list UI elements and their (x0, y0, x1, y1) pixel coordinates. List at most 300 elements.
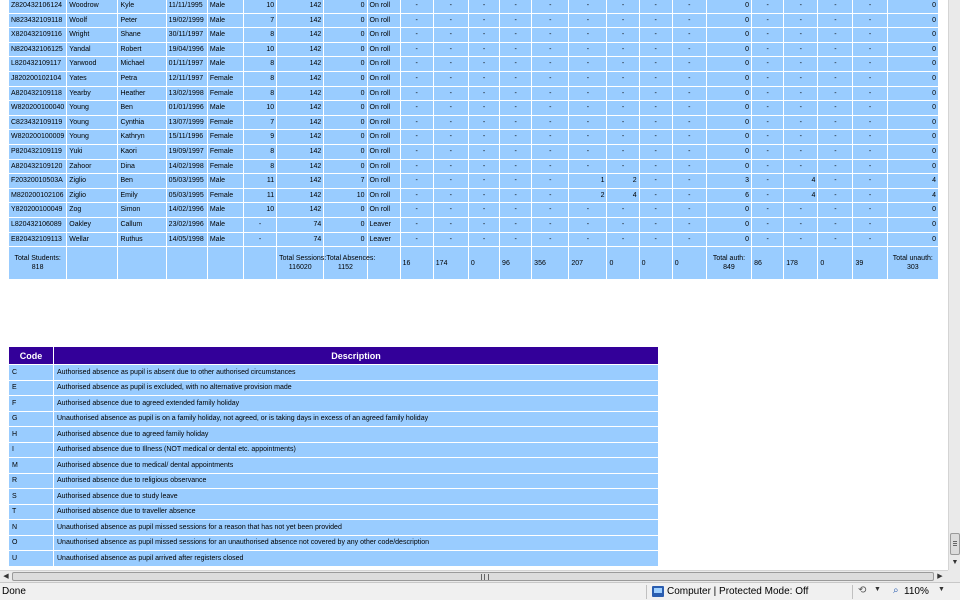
total-code-cell-text: 174 (435, 259, 448, 267)
absences-cell: 0 (324, 14, 366, 28)
status-cell: On roll (368, 14, 400, 28)
absence-count-cell: 0 (707, 130, 751, 144)
absence-count-cell: 0 (888, 14, 938, 28)
code-cell: R (9, 474, 53, 489)
total-code-cell-text: 356 (534, 259, 546, 267)
absence-count-cell: - (673, 28, 706, 42)
absences-cell: 0 (324, 0, 366, 13)
total-auth-cell (707, 247, 751, 279)
table-row (9, 189, 938, 203)
absence-count-cell: - (569, 0, 606, 13)
absence-count-cell: - (469, 116, 499, 130)
dob-cell: 01/01/1996 (167, 101, 207, 115)
dob-cell: 14/05/1998 (167, 233, 207, 247)
student-id-cell: W820200100040 (9, 101, 66, 115)
scroll-down-arrow-icon[interactable]: ▼ (951, 559, 959, 566)
year-cell: 8 (244, 145, 276, 159)
total-code-cell-text: 0 (674, 259, 679, 267)
forename-cell: Peter (118, 14, 165, 28)
absence-count-cell: - (434, 101, 468, 115)
absence-count-cell: - (784, 72, 817, 86)
absence-count-cell: 0 (888, 0, 938, 13)
absence-count-cell: - (434, 145, 468, 159)
absence-count-cell: - (500, 28, 531, 42)
status-cell: On roll (368, 174, 400, 188)
absence-count-cell: - (752, 189, 783, 203)
absence-count-cell: 0 (888, 28, 938, 42)
absence-count-cell: - (500, 14, 531, 28)
absence-count-cell: 4 (784, 174, 817, 188)
forename-cell: Simon (118, 203, 165, 217)
code-row (9, 365, 658, 380)
absence-count-cell: - (853, 218, 886, 232)
absence-count-cell: - (853, 72, 886, 86)
table-row (9, 174, 938, 188)
year-cell: 9 (244, 130, 276, 144)
code-row (9, 427, 658, 442)
absences-cell: 0 (324, 233, 366, 247)
total-absences-cell-text: Total Absences: (326, 255, 376, 263)
total-unauth-cell-text: 303 (906, 264, 919, 272)
absence-count-cell: - (500, 101, 531, 115)
absence-count-cell: - (401, 14, 433, 28)
surname-cell: Yuki (67, 145, 117, 159)
status-text: Done (2, 586, 26, 597)
forename-cell: Kathryn (118, 130, 165, 144)
absence-count-cell: - (434, 130, 468, 144)
absences-cell: 10 (324, 189, 366, 203)
absence-count-cell: - (853, 28, 886, 42)
absence-count-cell: - (818, 28, 852, 42)
absence-count-cell: - (818, 233, 852, 247)
absence-count-cell: - (752, 28, 783, 42)
absence-count-cell: - (401, 87, 433, 101)
absence-count-cell: - (818, 174, 852, 188)
sessions-cell: 142 (277, 130, 323, 144)
total-code-cell (752, 247, 783, 279)
table-row (9, 233, 938, 247)
absence-count-cell: - (640, 130, 672, 144)
description-cell: Authorised absence due to Illness (NOT medical or dental etc. appointments) (54, 443, 658, 458)
empty-cell (368, 247, 400, 279)
absence-count-cell: - (673, 14, 706, 28)
computer-zone-icon[interactable] (652, 586, 664, 597)
vertical-scrollbar[interactable] (948, 0, 960, 570)
absence-count-cell: - (673, 101, 706, 115)
code-row (9, 458, 658, 473)
absence-count-cell: - (401, 145, 433, 159)
absence-count-cell: - (401, 233, 433, 247)
absence-count-cell: - (607, 57, 638, 71)
absence-count-cell: - (401, 189, 433, 203)
absence-count-cell: - (673, 145, 706, 159)
absence-count-cell: - (469, 233, 499, 247)
gender-cell: Male (208, 101, 243, 115)
forename-cell: Kaori (118, 145, 165, 159)
absence-count-cell: - (673, 174, 706, 188)
absence-count-cell: - (752, 145, 783, 159)
absence-count-cell: - (640, 87, 672, 101)
absence-count-cell: 6 (707, 189, 751, 203)
student-id-cell: N820432106125 (9, 43, 66, 57)
dob-cell: 05/03/1995 (167, 189, 207, 203)
dob-cell: 14/02/1996 (167, 203, 207, 217)
forename-cell: Ben (118, 101, 165, 115)
absence-count-cell: 0 (888, 101, 938, 115)
gender-cell: Female (208, 72, 243, 86)
absences-cell: 0 (324, 43, 366, 57)
dob-cell: 13/02/1998 (167, 87, 207, 101)
absence-count-cell: - (784, 28, 817, 42)
absence-count-cell: - (500, 233, 531, 247)
absence-count-cell: - (500, 145, 531, 159)
total-absences-cell-text: 1152 (337, 264, 353, 272)
absence-count-cell: - (607, 43, 638, 57)
code-cell: I (9, 443, 53, 458)
horizontal-scroll-thumb[interactable] (12, 572, 934, 581)
absence-count-cell: - (818, 72, 852, 86)
absence-count-cell: 4 (607, 189, 638, 203)
student-id-cell: J820200102104 (9, 72, 66, 86)
forename-cell: Robert (118, 43, 165, 57)
absence-count-cell: - (607, 233, 638, 247)
absence-count-cell: - (853, 160, 886, 174)
code-row (9, 474, 658, 489)
status-cell: On roll (368, 130, 400, 144)
absence-count-cell: - (673, 218, 706, 232)
status-cell: On roll (368, 101, 400, 115)
absence-count-cell: - (500, 203, 531, 217)
status-cell: On roll (368, 0, 400, 13)
absence-count-cell: - (640, 218, 672, 232)
code-row (9, 489, 658, 504)
absence-count-cell: - (818, 130, 852, 144)
total-code-cell (673, 247, 706, 279)
absence-count-cell: - (640, 0, 672, 13)
gender-cell: Male (208, 218, 243, 232)
year-cell: 11 (244, 174, 276, 188)
absences-cell: 0 (324, 116, 366, 130)
code-row (9, 551, 658, 566)
absence-count-cell: 0 (888, 43, 938, 57)
absence-count-cell: - (532, 218, 568, 232)
absence-count-cell: 0 (888, 57, 938, 71)
gender-cell: Male (208, 28, 243, 42)
gender-cell: Male (208, 57, 243, 71)
code-row (9, 443, 658, 458)
absence-count-cell: - (434, 116, 468, 130)
absence-count-cell: - (673, 57, 706, 71)
student-id-cell: P820432109119 (9, 145, 66, 159)
absence-count-cell: - (401, 101, 433, 115)
year-cell: 10 (244, 43, 276, 57)
total-code-cell (853, 247, 886, 279)
sessions-cell: 142 (277, 189, 323, 203)
absence-count-cell: 0 (707, 160, 751, 174)
zoom-icon[interactable]: ⌕ (893, 585, 899, 596)
absence-count-cell: - (434, 28, 468, 42)
sessions-cell: 142 (277, 174, 323, 188)
student-id-cell: L820432106089 (9, 218, 66, 232)
absence-count-cell: - (673, 189, 706, 203)
dob-cell: 12/11/1997 (167, 72, 207, 86)
surname-cell: Young (67, 101, 117, 115)
sessions-cell: 142 (277, 87, 323, 101)
absence-count-cell: - (607, 160, 638, 174)
absence-count-cell: - (434, 218, 468, 232)
surname-cell: Wright (67, 28, 117, 42)
absence-count-cell: - (569, 87, 606, 101)
scroll-right-arrow-icon[interactable]: ▶ (937, 573, 943, 580)
absence-count-cell: - (640, 28, 672, 42)
description-cell: Authorised absence due to medical/ dental appointments (54, 458, 658, 473)
table-row (9, 14, 938, 28)
absence-count-cell: - (752, 0, 783, 13)
absence-count-cell: - (434, 57, 468, 71)
absences-cell: 0 (324, 28, 366, 42)
code-cell: C (9, 365, 53, 380)
absence-count-cell: 0 (888, 233, 938, 247)
dob-cell: 15/11/1996 (167, 130, 207, 144)
absence-count-cell: - (853, 233, 886, 247)
code-row (9, 381, 658, 396)
status-separator (852, 585, 853, 599)
zoom-level[interactable]: 110% (904, 586, 929, 597)
absence-count-cell: - (853, 43, 886, 57)
sessions-cell: 142 (277, 43, 323, 57)
table-row (9, 145, 938, 159)
absence-count-cell: - (569, 43, 606, 57)
absence-count-cell: 0 (888, 145, 938, 159)
year-cell: 7 (244, 14, 276, 28)
surname-cell: Young (67, 116, 117, 130)
absence-count-cell: - (784, 0, 817, 13)
absence-count-cell: 0 (707, 57, 751, 71)
surname-cell: Zog (67, 203, 117, 217)
absence-count-cell: - (469, 203, 499, 217)
absence-count-cell: - (673, 116, 706, 130)
table-row (9, 0, 938, 13)
absence-count-cell: 4 (888, 174, 938, 188)
absence-count-cell: - (434, 14, 468, 28)
horizontal-scrollbar[interactable] (0, 570, 948, 582)
absence-count-cell: - (569, 145, 606, 159)
status-cell: On roll (368, 160, 400, 174)
absence-count-cell: - (532, 101, 568, 115)
zoom-dropdown-icon[interactable]: ▼ (938, 586, 945, 593)
student-id-cell: Y820200100049 (9, 203, 66, 217)
absence-count-cell: - (640, 116, 672, 130)
absence-count-cell: 2 (607, 174, 638, 188)
absence-count-cell: - (640, 189, 672, 203)
absence-count-cell: - (569, 130, 606, 144)
absence-count-cell: 0 (888, 87, 938, 101)
total-code-cell (532, 247, 568, 279)
gender-cell: Female (208, 189, 243, 203)
student-id-cell: A820432109118 (9, 87, 66, 101)
absence-count-cell: 0 (707, 72, 751, 86)
table-row (9, 72, 938, 86)
forename-cell: Petra (118, 72, 165, 86)
chevron-down-icon[interactable]: ▼ (874, 586, 881, 593)
absence-count-cell: 0 (707, 233, 751, 247)
absence-count-cell: - (752, 160, 783, 174)
student-id-cell: N823432109118 (9, 14, 66, 28)
absence-count-cell: - (853, 203, 886, 217)
absence-count-cell: - (752, 116, 783, 130)
absence-count-cell: - (640, 233, 672, 247)
total-auth-cell-text: 849 (723, 264, 735, 272)
status-cell: On roll (368, 189, 400, 203)
absence-count-cell: - (673, 160, 706, 174)
absence-count-cell: - (569, 28, 606, 42)
absence-count-cell: - (640, 43, 672, 57)
gender-cell: Male (208, 233, 243, 247)
year-cell: 10 (244, 101, 276, 115)
absence-count-cell: - (569, 101, 606, 115)
absence-count-cell: - (818, 101, 852, 115)
year-cell: 8 (244, 160, 276, 174)
absence-count-cell: - (853, 87, 886, 101)
protected-mode-icon[interactable]: ⟲ (858, 585, 867, 596)
absence-count-cell: - (640, 101, 672, 115)
absence-count-cell: - (569, 14, 606, 28)
code-column-header: Code (9, 347, 53, 364)
absence-count-cell: - (569, 218, 606, 232)
absence-count-cell: - (607, 101, 638, 115)
absence-count-cell: - (784, 203, 817, 217)
surname-cell: Yarwood (67, 57, 117, 71)
absence-count-cell: - (853, 116, 886, 130)
gender-cell: Female (208, 130, 243, 144)
code-cell: O (9, 536, 53, 551)
absence-count-cell: - (818, 57, 852, 71)
forename-cell: Heather (118, 87, 165, 101)
absence-count-cell: - (434, 174, 468, 188)
absence-count-cell: - (532, 28, 568, 42)
dob-cell: 19/09/1997 (167, 145, 207, 159)
attendance-table (8, 0, 939, 280)
absence-count-cell: - (401, 218, 433, 232)
absence-count-cell: - (607, 0, 638, 13)
description-cell: Authorised absence due to religious observance (54, 474, 658, 489)
absence-count-cell: - (469, 57, 499, 71)
code-cell: S (9, 489, 53, 504)
absence-count-cell: - (607, 72, 638, 86)
description-column-header: Description (54, 347, 658, 364)
code-row (9, 396, 658, 411)
student-id-cell: X820432109116 (9, 28, 66, 42)
absence-count-cell: 0 (707, 43, 751, 57)
table-row (9, 130, 938, 144)
dob-cell: 30/11/1997 (167, 28, 207, 42)
table-row (9, 43, 938, 57)
absence-count-cell: - (752, 43, 783, 57)
absence-count-cell: - (469, 87, 499, 101)
description-cell: Unauthorised absence as pupil missed sessions for an unauthorised absence not covered by any other code/description (54, 536, 658, 551)
total-students-cell-text: Total Students: (14, 255, 61, 263)
status-bar (0, 582, 960, 600)
absence-count-cell: - (784, 101, 817, 115)
code-row (9, 520, 658, 535)
code-cell: F (9, 396, 53, 411)
total-sessions-cell-text: Total Sessions: (279, 255, 327, 263)
year-cell: 8 (244, 28, 276, 42)
absence-count-cell: - (500, 0, 531, 13)
dob-cell: 19/02/1999 (167, 14, 207, 28)
security-zone-text[interactable]: Computer | Protected Mode: Off (667, 586, 809, 597)
absences-cell: 0 (324, 160, 366, 174)
absence-count-cell: - (434, 0, 468, 13)
absence-count-cell: - (500, 72, 531, 86)
absence-count-cell: 0 (707, 218, 751, 232)
absences-cell: 0 (324, 87, 366, 101)
gender-cell: Male (208, 174, 243, 188)
absence-count-cell: - (640, 160, 672, 174)
absence-count-cell: - (434, 160, 468, 174)
absence-count-cell: - (469, 174, 499, 188)
absence-count-cell: - (469, 14, 499, 28)
total-students-cell (9, 247, 66, 279)
absence-count-cell: - (532, 174, 568, 188)
absence-count-cell: - (752, 72, 783, 86)
absence-count-cell: - (752, 130, 783, 144)
absence-count-cell: 2 (569, 189, 606, 203)
absence-count-cell: - (532, 145, 568, 159)
vertical-scroll-thumb[interactable] (950, 533, 960, 555)
absence-count-cell: - (532, 87, 568, 101)
total-sessions-cell (277, 247, 327, 279)
surname-cell: Ziglio (67, 174, 117, 188)
gender-cell: Male (208, 14, 243, 28)
forename-cell: Ruthus (118, 233, 165, 247)
total-code-cell (569, 247, 606, 279)
gender-cell: Male (208, 0, 243, 13)
status-cell: On roll (368, 72, 400, 86)
absence-count-cell: - (500, 116, 531, 130)
total-code-cell-text: 178 (786, 259, 798, 267)
year-cell: - (244, 218, 276, 232)
code-row (9, 412, 658, 427)
absence-count-cell: - (532, 116, 568, 130)
total-code-cell (640, 247, 672, 279)
absence-count-cell: - (818, 116, 852, 130)
absence-count-cell: - (784, 130, 817, 144)
description-cell: Authorised absence due to traveller absence (54, 505, 658, 520)
scroll-left-arrow-icon[interactable]: ◀ (3, 573, 9, 580)
absence-count-cell: - (607, 218, 638, 232)
absence-count-cell: - (469, 160, 499, 174)
absence-count-cell: 1 (569, 174, 606, 188)
absence-count-cell: - (434, 72, 468, 86)
absence-count-cell: - (500, 87, 531, 101)
absence-count-cell: - (607, 203, 638, 217)
forename-cell: Shane (118, 28, 165, 42)
absence-count-cell: - (673, 203, 706, 217)
absence-count-cell: - (818, 14, 852, 28)
dob-cell: 13/07/1999 (167, 116, 207, 130)
description-cell: Unauthorised absence as pupil missed sessions for a reason that has not yet been provided (54, 520, 658, 535)
sessions-cell: 142 (277, 72, 323, 86)
code-cell: H (9, 427, 53, 442)
absences-cell: 0 (324, 72, 366, 86)
total-code-cell-text: 0 (820, 259, 825, 267)
absence-count-cell: - (434, 203, 468, 217)
absence-count-cell: - (784, 14, 817, 28)
absence-count-cell: - (607, 14, 638, 28)
absence-count-cell: - (469, 28, 499, 42)
absence-count-cell: - (853, 189, 886, 203)
